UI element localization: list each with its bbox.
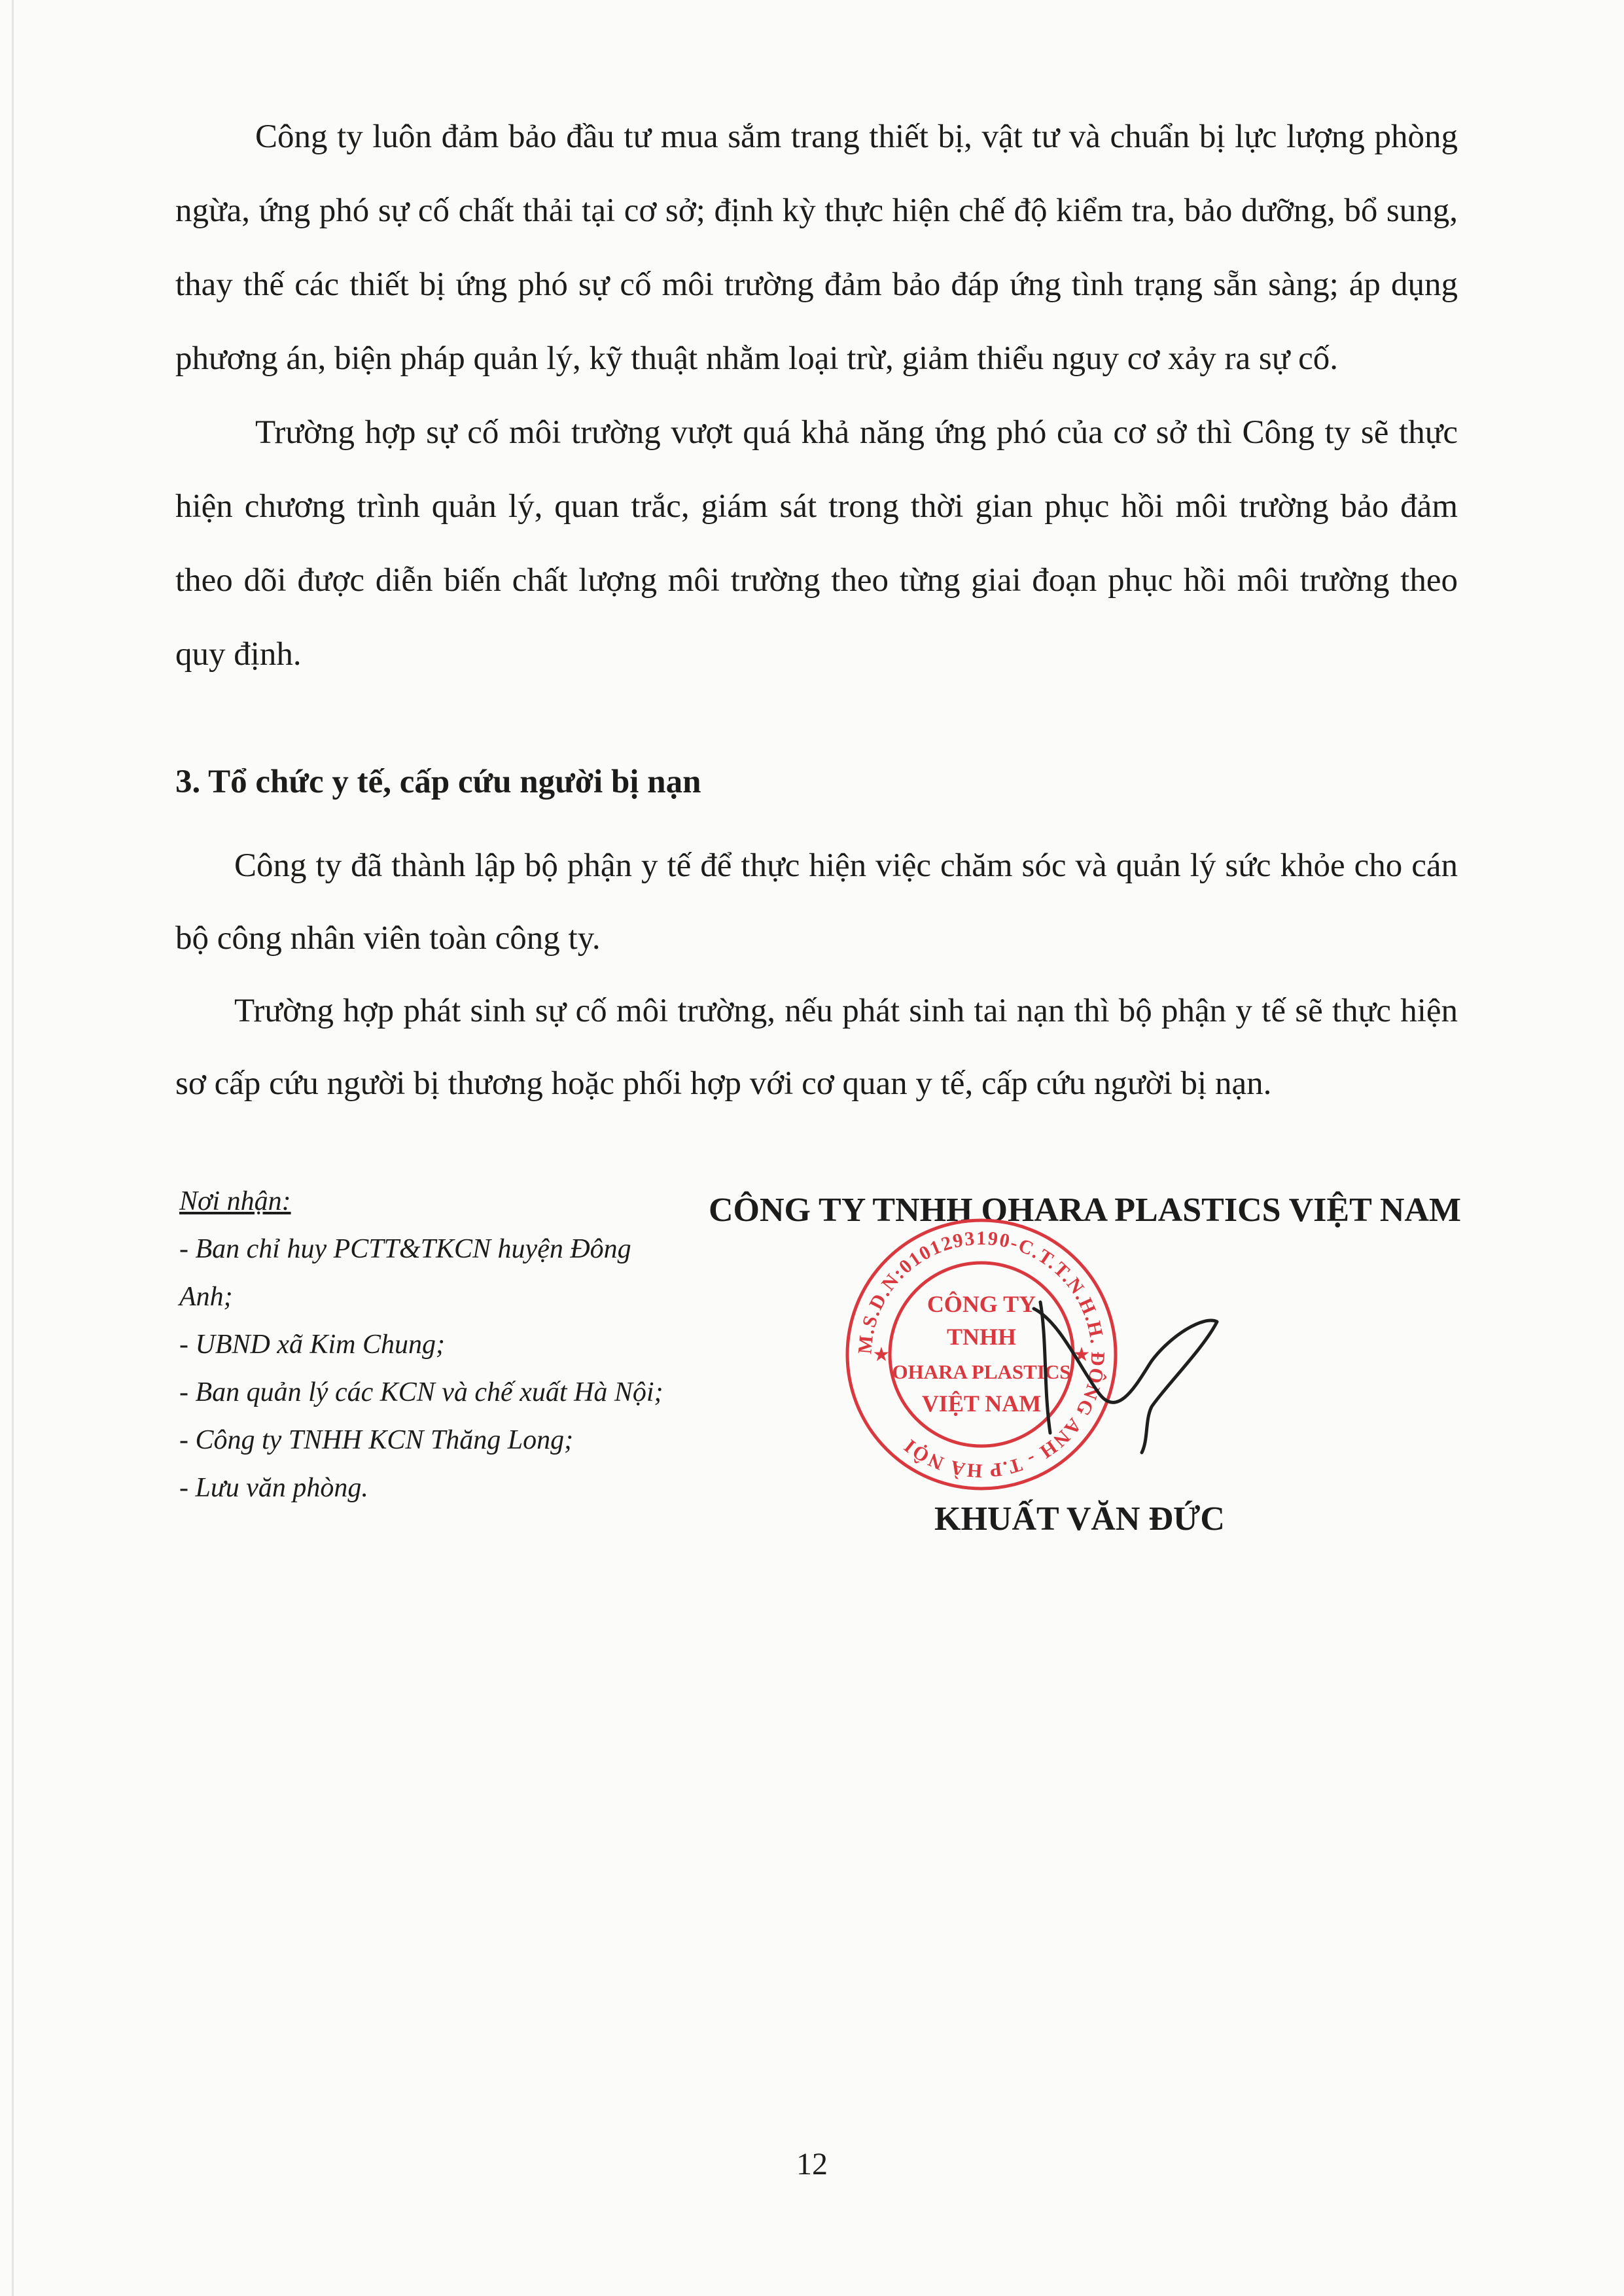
recipients-title: Nơi nhận: — [179, 1186, 291, 1216]
seal-line: VIỆT NAM — [921, 1390, 1042, 1417]
recipients-block — [179, 1178, 677, 1512]
signer-name: KHUẤT VĂN ĐỨC — [934, 1500, 1225, 1538]
svg-text:★: ★ — [872, 1344, 891, 1366]
body-top — [175, 100, 1458, 692]
paragraph-medical-unit: Công ty đã thành lập bộ phận y tế để thực hiện việc chăm sóc và quản lý sức khỏe cho cán bộ công nhân viên toàn công ty. — [175, 847, 1458, 957]
paragraph-equipment: Công ty luôn đảm bảo đầu tư mua sắm trang thiết bị, vật tư và chuẩn bị lực lượng phòng ngừa, ứng phó sự cố chất thải tại cơ sở; định kỳ thực hiện chế độ kiểm tra, bảo dưỡng, bổ sung, thay thế các thiết bị ứng phó sự cố môi trường đảm bảo đáp ứng tình trạng sẵn sàng; áp dụng phương án, biện pháp quản lý, kỹ thuật nhằm loại trừ, giảm thiểu nguy cơ xảy ra sự cố. — [175, 118, 1458, 377]
recipient-item: - Ban chỉ huy PCTT&TKCN huyện Đông Anh; — [179, 1234, 631, 1312]
seal-ring-text: M.S.D.N:0101293190-C.T.T.N.H.H. ĐÔNG ANH - T.P HÀ NỘI — [854, 1227, 1109, 1482]
page-number: 12 — [796, 2147, 828, 2181]
scan-edge-line — [12, 0, 14, 2296]
recipient-item: - Lưu văn phòng. — [179, 1473, 368, 1503]
recipient-item: - Ban quản lý các KCN và chế xuất Hà Nội; — [179, 1377, 663, 1407]
recipient-item: - UBND xã Kim Chung; — [179, 1330, 445, 1360]
paragraph-first-aid: Trường hợp phát sinh sự cố môi trường, nếu phát sinh tai nạn thì bộ phận y tế sẽ thực hiện sơ cấp cứu người bị thương hoặc phối hợp với cơ quan y tế, cấp cứu người bị nạn. — [175, 993, 1458, 1102]
svg-text:★: ★ — [1072, 1344, 1091, 1366]
paragraph-recovery: Trường hợp sự cố môi trường vượt quá khả năng ứng phó của cơ sở thì Công ty sẽ thực hiện chương trình quản lý, quan trắc, giám sát trong thời gian phục hồi môi trường bảo đảm theo dõi được diễn biến chất lượng môi trường theo từng giai đoạn phục hồi môi trường theo quy định. — [175, 414, 1458, 673]
section-heading: 3. Tổ chức y tế, cấp cứu người bị nạn — [175, 764, 701, 800]
seal-line: TNHH — [946, 1324, 1017, 1350]
seal-line: OHARA PLASTICS — [892, 1360, 1071, 1383]
recipient-item: - Công ty TNHH KCN Thăng Long; — [179, 1425, 574, 1455]
seal-line: CÔNG TY — [927, 1291, 1036, 1317]
company-name: CÔNG TY TNHH OHARA PLASTICS VIỆT NAM — [708, 1192, 1462, 1229]
signature-icon — [1021, 1282, 1230, 1459]
body-section — [175, 830, 1458, 1120]
